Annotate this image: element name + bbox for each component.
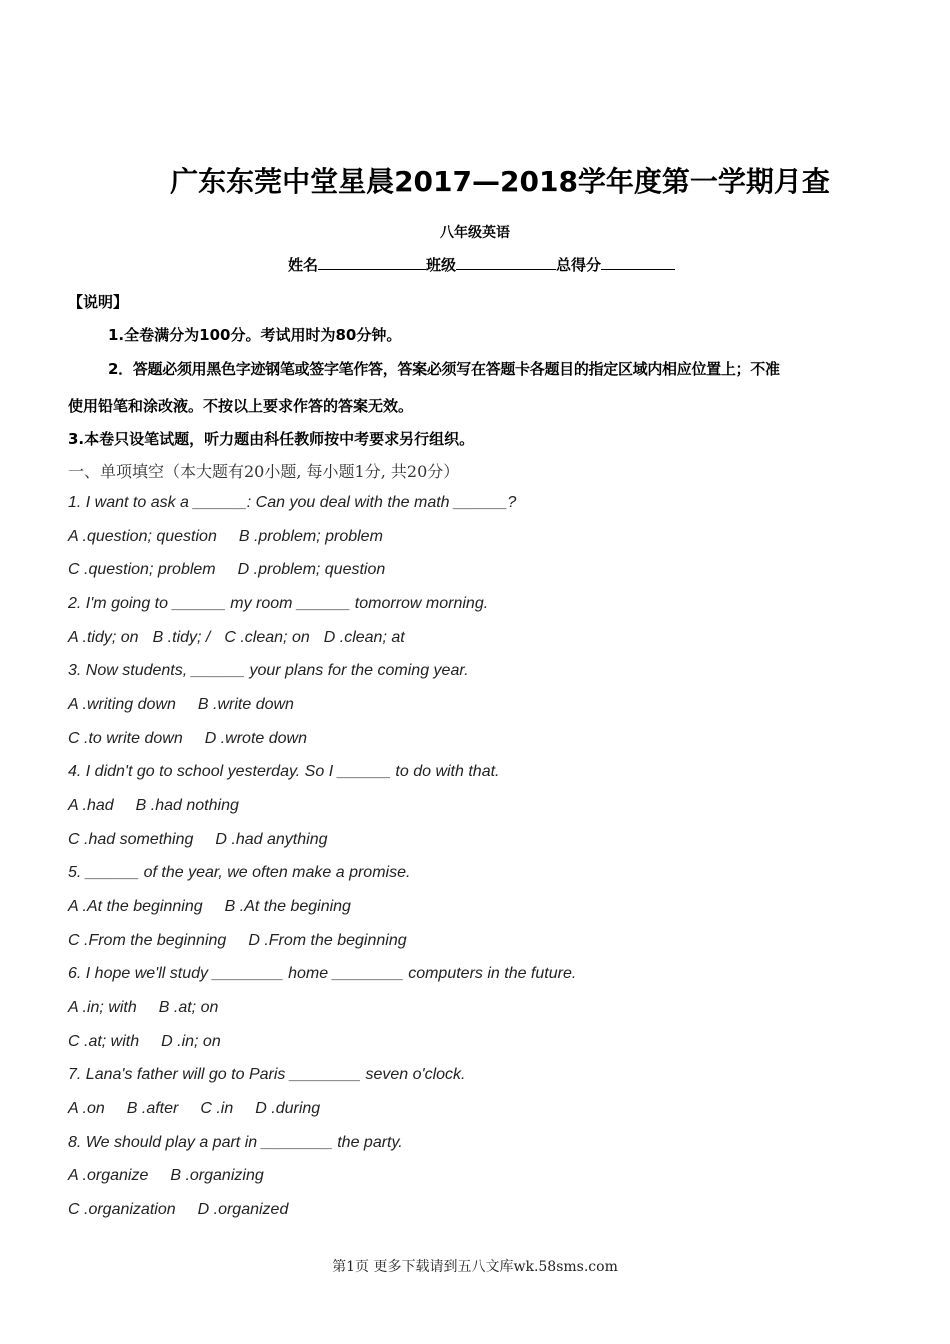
option[interactable]: A .At the beginning (68, 898, 203, 915)
option[interactable]: B .At the begining (224, 898, 351, 915)
option[interactable]: A .on (68, 1100, 105, 1117)
instruction-item-2: 2．答题必须用黑色字迹钢笔或签字笔作答，答案必须写在答题卡各题目的指定区域内相应位置上；不准 (108, 360, 780, 378)
option[interactable]: B .had nothing (135, 797, 239, 814)
name-label: 姓名 (288, 256, 319, 274)
option[interactable]: D .problem; question (237, 561, 386, 578)
option[interactable]: C .had something (68, 831, 194, 848)
option[interactable]: C .organization (68, 1201, 176, 1218)
option-row (68, 561, 407, 579)
option[interactable]: B .problem; problem (238, 528, 383, 545)
question-stem: 7. Lana's father will go to Paris ________ seven o'clock. (68, 1066, 466, 1083)
option-row (68, 1100, 342, 1118)
score-blank[interactable] (601, 254, 675, 270)
student-info-fields (288, 254, 675, 275)
class-label: 班级 (426, 256, 457, 274)
option[interactable]: B .write down (197, 696, 294, 713)
option-row (68, 1201, 310, 1219)
option[interactable]: C .question; problem (68, 561, 216, 578)
option[interactable]: C .at; with (68, 1033, 140, 1050)
option-row (68, 932, 429, 950)
option[interactable]: A .in; with (68, 999, 137, 1016)
option[interactable]: B .at; on (158, 999, 219, 1016)
option[interactable]: B .tidy; / (152, 629, 211, 646)
option-row (68, 898, 373, 916)
instruction-item-3: 3.本卷只设笔试题，听力题由科任教师按中考要求另行组织。 (68, 430, 475, 448)
name-blank[interactable] (318, 254, 426, 270)
instruction-item-1: 1.全卷满分为100分。考试用时为80分钟。 (108, 326, 402, 344)
question-stem: 3. Now students, ______ your plans for the coming year. (68, 662, 469, 679)
option[interactable]: C .to write down (68, 730, 183, 747)
question-stem: 4. I didn't go to school yesterday. So I ______ to do with that. (68, 763, 500, 780)
class-blank[interactable] (456, 254, 556, 270)
option-row (68, 730, 329, 748)
option[interactable]: C .clean; on (224, 629, 310, 646)
exam-title: 广东东莞中堂星晨2017—2018学年度第一学期月查 (170, 165, 830, 198)
option-row (68, 629, 419, 647)
option[interactable]: D .during (255, 1100, 321, 1117)
score-label: 总得分 (556, 256, 602, 274)
question-stem: 8. We should play a part in ________ the party. (68, 1134, 403, 1151)
option[interactable]: A .organize (68, 1167, 149, 1184)
option[interactable]: A .had (68, 797, 114, 814)
option-row (68, 831, 349, 849)
option[interactable]: C .From the beginning (68, 932, 227, 949)
option[interactable]: A .writing down (68, 696, 176, 713)
option[interactable]: D .organized (197, 1201, 289, 1218)
option-row (68, 528, 405, 546)
option-row (68, 797, 261, 815)
option[interactable]: B .after (126, 1100, 179, 1117)
option-row (68, 1167, 286, 1185)
option[interactable]: C .in (200, 1100, 234, 1117)
option-row (68, 1033, 243, 1051)
question-stem: 1. I want to ask a ______: Can you deal with the math ______? (68, 494, 517, 511)
question-stem: 5. ______ of the year, we often make a promise. (68, 864, 411, 881)
question-stem: 2. I'm going to ______ my room ______ tomorrow morning. (68, 595, 489, 612)
option-row (68, 696, 316, 714)
option[interactable]: A .tidy; on (68, 629, 139, 646)
page-footer: 第1页 更多下载请到五八文库wk.58sms.com (332, 1259, 618, 1275)
option[interactable]: D .clean; at (323, 629, 405, 646)
option[interactable]: B .organizing (170, 1167, 264, 1184)
option[interactable]: A .question; question (68, 528, 217, 545)
option[interactable]: D .wrote down (204, 730, 307, 747)
instructions-heading: 【说明】 (68, 293, 129, 311)
instruction-item-2-continued: 使用铅笔和涂改液。不按以上要求作答的答案无效。 (68, 397, 414, 415)
section-heading: 一、单项填空（本大题有20小题, 每小题1分, 共20分） (68, 462, 460, 481)
option[interactable]: D .in; on (161, 1033, 221, 1050)
option-row (68, 999, 240, 1017)
question-stem: 6. I hope we'll study ________ home ________ computers in the future. (68, 965, 577, 982)
option[interactable]: D .had anything (215, 831, 328, 848)
option[interactable]: D .From the beginning (248, 932, 407, 949)
exam-subtitle: 八年级英语 (440, 225, 510, 241)
